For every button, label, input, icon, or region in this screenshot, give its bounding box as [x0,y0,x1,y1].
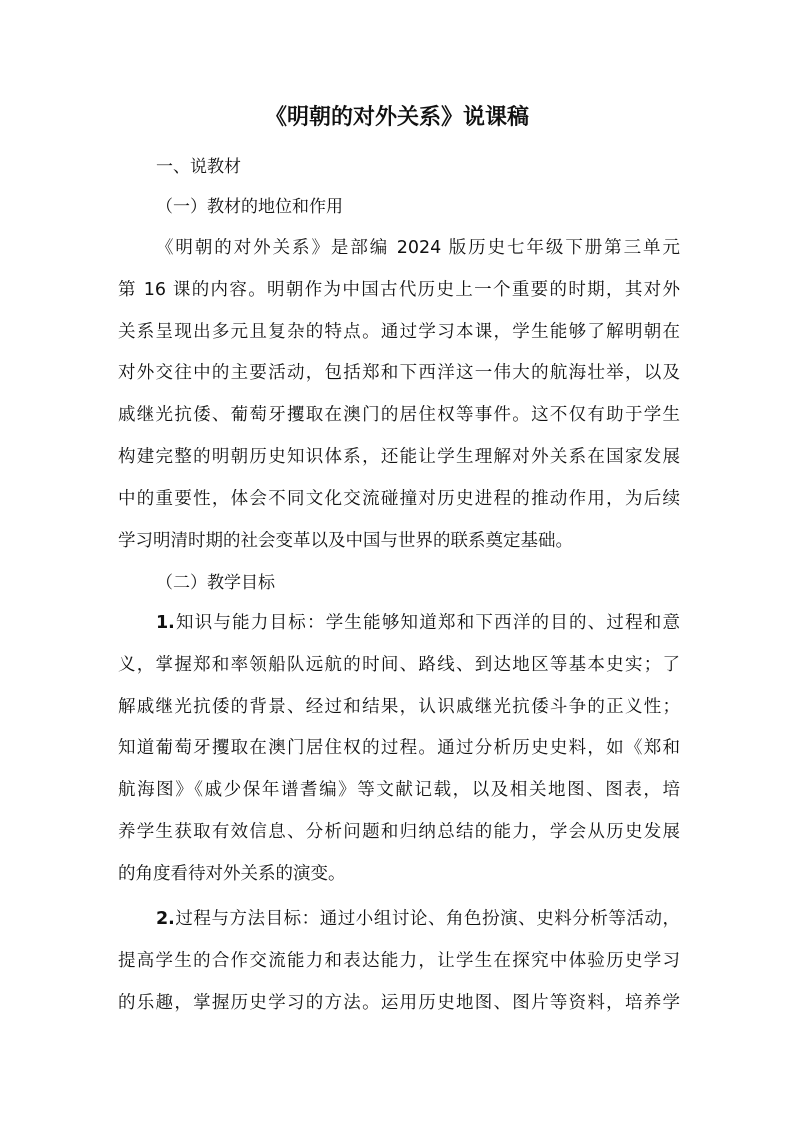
text-line-content: 学习明清时期的社会变革以及中国与世界的联系奠定基础。 [118,530,573,551]
section-heading-textbook: 一、说教材 [156,157,241,177]
text-line [118,776,680,801]
text-line-content: 的乐趣，掌握历史学习的方法。运用历史地图、图片等资料，培养学 [118,992,680,1013]
text-line-content: 的角度看待对外关系的演变。 [118,863,346,884]
text-line [118,693,680,718]
text-line-content: 义，掌握郑和率领船队远航的时间、路线、到达地区等基本史实；了 [118,654,680,675]
text-line-content: 提高学生的合作交流能力和表达能力，让学生在探究中体验历史学习 [118,950,680,971]
text-line-content: 《明朝的对外关系》是部编 2024 版历史七年级下册第三单元 [156,238,680,258]
text-line [118,359,680,384]
text-line [118,318,680,343]
text-line-content: 戚继光抗倭、葡萄牙攫取在澳门的居住权等事件。这不仅有助于学生 [118,405,680,426]
text-line [118,818,680,843]
text-line-content: 过程与方法目标：通过小组讨论、角色扮演、史料分析等活动， [174,909,680,929]
text-line-content: 构建完整的明朝历史知识体系，还能让学生理解对外关系在国家发展 [118,447,680,467]
text-line [118,527,680,552]
text-line-content: 对外交往中的主要活动，包括郑和下西洋这一伟大的航海壮举，以及 [118,363,680,384]
subsection-heading-goals: （二）教学目标 [156,573,275,593]
text-line-content: 第 16 课的内容。明朝作为中国古代历史上一个重要的时期，其对外 [118,279,680,300]
text-line [118,443,680,468]
text-line-content: 解戚继光抗倭的背景、经过和结果，认识戚继光抗倭斗争的正义性； [118,696,680,717]
document-title: 《明朝的对外关系》说课稿 [264,105,529,130]
text-line [118,651,680,676]
text-line-content: 中的重要性，体会不同文化交流碰撞对历史进程的推动作用，为后续 [118,488,680,509]
text-line [118,401,680,426]
text-line-content: 知道葡萄牙攫取在澳门居住权的过程。通过分析历史史料，如《郑和 [118,738,680,759]
goal-number: 1. [156,613,175,633]
text-line [118,860,680,885]
subsection-heading-role: （一）教材的地位和作用 [156,197,343,217]
goal-number: 2. [156,909,175,929]
text-line [156,234,680,259]
text-line [118,485,680,510]
text-line-content: 关系呈现出多元且复杂的特点。通过学习本课，学生能够了解明朝在 [118,321,680,342]
text-line-content: 知识与能力目标：学生能够知道郑和下西洋的目的、过程和意 [174,613,680,633]
text-line [118,734,680,759]
text-line-content: 养学生获取有效信息、分析问题和归纳总结的能力，学会从历史发展 [118,822,680,842]
text-line [118,947,680,972]
text-line-content: 航海图》《戚少保年谱耆编》等文献记载，以及相关地图、图表，培 [118,780,680,801]
text-line [156,609,680,634]
text-line [156,905,680,930]
text-line [118,989,680,1014]
text-line [118,276,680,301]
